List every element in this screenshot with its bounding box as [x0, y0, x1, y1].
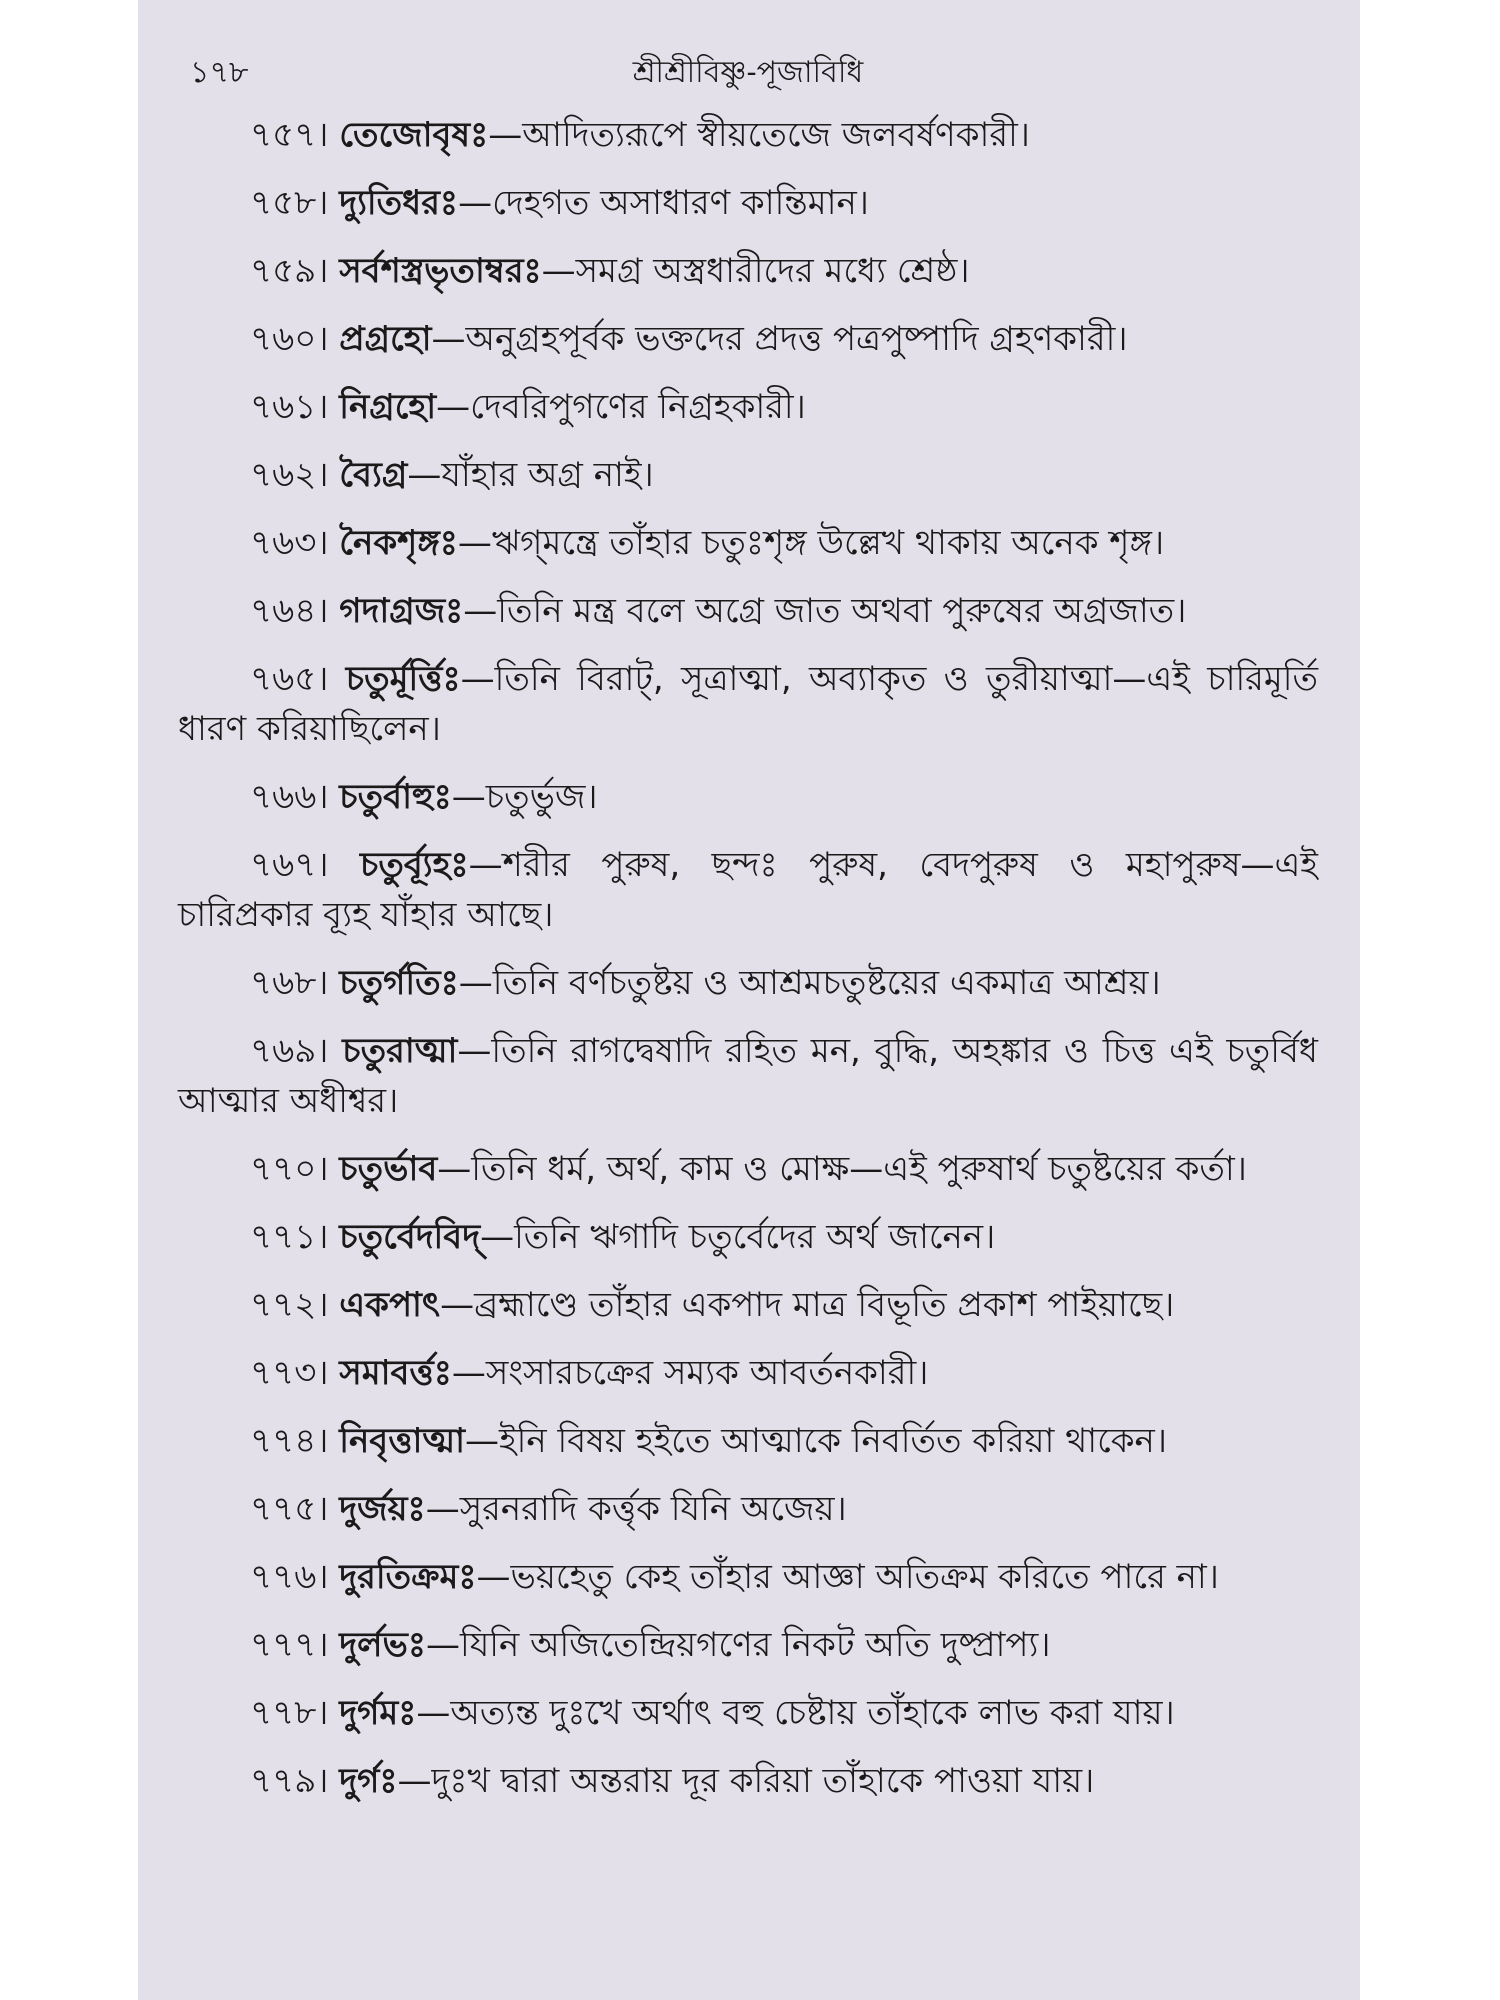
- entry-meaning: ভয়হেতু কেহ তাঁহার আজ্ঞা অতিক্রম করিতে পারে না।: [510, 1557, 1219, 1597]
- entry-meaning: চতুর্ভুজ।: [485, 777, 598, 817]
- entry-dash: —: [440, 1285, 475, 1325]
- entry-term: নিগ্রহো: [339, 387, 437, 427]
- entry-dash: —: [458, 963, 493, 1003]
- entry-dash: —: [457, 1031, 492, 1071]
- entry-dash: —: [397, 1761, 432, 1801]
- entry-term: দুর্লভঃ: [339, 1625, 426, 1665]
- running-title: শ্রীশ্রীবিষ্ণু-পূজাবিধি: [632, 55, 864, 90]
- entry-meaning: আদিত্যরূপে স্বীয়তেজে জলবর্ষণকারী।: [522, 115, 1030, 155]
- entry-item: [178, 450, 1318, 500]
- entry-dash: —: [463, 591, 498, 631]
- entry-number: ৭৬৬।: [250, 777, 329, 817]
- entry-number: ৭৬৩।: [250, 523, 329, 563]
- entry-term: দুর্গমঃ: [339, 1693, 417, 1733]
- entry-item: [178, 1416, 1318, 1466]
- entry-item: [178, 1026, 1318, 1126]
- entry-term: গদাগ্রজঃ: [339, 591, 464, 631]
- entry-dash: —: [451, 1353, 486, 1393]
- entry-list: [178, 110, 1318, 1806]
- entry-term: সর্বশস্ত্রভৃতাম্বরঃ: [339, 251, 542, 291]
- entry-number: ৭৭৯।: [250, 1761, 329, 1801]
- entry-meaning: দেবরিপুগণের নিগ্রহকারী।: [470, 387, 806, 427]
- entry-dash: —: [458, 183, 493, 223]
- entry-number: ৭৭১।: [250, 1217, 329, 1257]
- entry-item: [178, 1620, 1318, 1670]
- entry-term: চতুর্ব্যূহঃ: [360, 845, 469, 885]
- entry-dash: —: [407, 455, 442, 495]
- page-number: ১৭৮: [190, 55, 249, 90]
- entry-number: ৭৭৪।: [250, 1421, 329, 1461]
- entry-dash: —: [437, 1149, 472, 1189]
- entry-item: [178, 1484, 1318, 1534]
- entry-number: ৭৭০।: [250, 1149, 329, 1189]
- entry-number: ৭৬২।: [250, 455, 329, 495]
- entry-number: ৭৭৩।: [250, 1353, 329, 1393]
- entry-item: [178, 314, 1318, 364]
- entry-meaning: তিনি ধর্ম, অর্থ, কাম ও মোক্ষ—এই পুরুষার্থ চতুষ্টয়ের কর্তা।: [471, 1149, 1247, 1189]
- entry-dash: —: [431, 319, 466, 359]
- entry-dash: —: [476, 1557, 511, 1597]
- entry-term: দুর্গঃ: [339, 1761, 398, 1801]
- entry-item: [178, 586, 1318, 636]
- entry-number: ৭৭৬।: [250, 1557, 329, 1597]
- entry-dash: —: [425, 1625, 460, 1665]
- entry-dash: —: [451, 777, 486, 817]
- entry-item: [178, 1552, 1318, 1602]
- entry-meaning: শরীর পুরুষ, ছন্দঃ পুরুষ, বেদপুরুষ ও মহাপুরুষ—এই চারিপ্রকার ব্যূহ যাঁহার আছে।: [178, 845, 1318, 935]
- entry-meaning: যাঁহার অগ্র নাই।: [441, 455, 654, 495]
- entry-number: ৭৫৭।: [250, 115, 329, 155]
- entry-item: [178, 772, 1318, 822]
- entry-item: [178, 178, 1318, 228]
- book-page: [138, 0, 1360, 2000]
- entry-term: সমাবর্ত্তঃ: [339, 1353, 452, 1393]
- entry-meaning: দেহগত অসাধারণ কান্তিমান।: [492, 183, 869, 223]
- entry-item: [178, 382, 1318, 432]
- entry-item: [178, 1144, 1318, 1194]
- entry-term: চতুরাত্মা: [342, 1031, 458, 1071]
- entry-dash: —: [416, 1693, 451, 1733]
- entry-meaning: ব্রহ্মাণ্ডে তাঁহার একপাদ মাত্র বিভূতি প্রকাশ পাইয়াছে।: [474, 1285, 1175, 1325]
- entry-number: ৭৬৪।: [250, 591, 329, 631]
- entry-term: নৈকশৃঙ্গঃ: [339, 523, 458, 563]
- entry-term: চতুর্মূর্ত্তিঃ: [345, 659, 461, 699]
- entry-meaning: দুঃখ দ্বারা অন্তরায় দূর করিয়া তাঁহাকে পাওয়া যায়।: [431, 1761, 1095, 1801]
- entry-number: ৭৭৮।: [250, 1693, 329, 1733]
- entry-item: [178, 1212, 1318, 1262]
- entry-number: ৭৭৫।: [250, 1489, 329, 1529]
- entry-meaning: তিনি বিরাট্‌, সূত্রাত্মা, অব্যাকৃত ও তুরীয়াত্মা—এই চারিমূর্তি ধারণ করিয়াছিলেন।: [178, 659, 1318, 749]
- entry-term: নিবৃত্তাত্মা: [339, 1421, 465, 1461]
- entry-meaning: যিনি অজিতেন্দ্রিয়গণের নিকট অতি দুষ্প্রাপ্য।: [459, 1625, 1051, 1665]
- entry-dash: —: [480, 1217, 515, 1257]
- entry-item: [178, 1688, 1318, 1738]
- entry-item: [178, 1756, 1318, 1806]
- entry-dash: —: [468, 845, 503, 885]
- entry-term: দুরতিক্রমঃ: [339, 1557, 477, 1597]
- entry-term: প্রগ্রহো: [339, 319, 432, 359]
- entry-term: তেজোবৃষঃ: [339, 115, 489, 155]
- entry-item: [178, 110, 1318, 160]
- entry-dash: —: [457, 523, 492, 563]
- entry-dash: —: [425, 1489, 460, 1529]
- entry-term: দুর্জয়ঃ: [339, 1489, 426, 1529]
- entry-dash: —: [541, 251, 576, 291]
- entry-meaning: তিনি রাগদ্বেষাদি রহিত মন, বুদ্ধি, অহঙ্কার ও চিত্ত এই চতুর্বিধ আত্মার অধীশ্বর।: [178, 1031, 1318, 1121]
- entry-number: ৭৫৮।: [250, 183, 329, 223]
- entry-item: [178, 1348, 1318, 1398]
- entry-number: ৭৬৫।: [250, 659, 329, 699]
- entry-term: ব্যৈগ্র: [339, 455, 408, 495]
- entry-meaning: অনুগ্রহপূর্বক ভক্তদের প্রদত্ত পত্রপুষ্পাদি গ্রহণকারী।: [465, 319, 1128, 359]
- entry-number: ৭৬৯।: [250, 1031, 329, 1071]
- entry-number: ৭৭৭।: [250, 1625, 329, 1665]
- entry-number: ৭৬৮।: [250, 963, 329, 1003]
- entry-number: ৭৭২।: [250, 1285, 329, 1325]
- entry-meaning: ইনি বিষয় হইতে আত্মাকে নিবর্তিত করিয়া থাকেন।: [499, 1421, 1168, 1461]
- entry-term: দ্যুতিধরঃ: [339, 183, 459, 223]
- entry-dash: —: [460, 659, 495, 699]
- entry-term: চতুর্বেদবিদ্‌: [339, 1217, 481, 1257]
- entry-number: ৭৬০।: [250, 319, 329, 359]
- entry-term: চতুর্গতিঃ: [339, 963, 459, 1003]
- entry-item: [178, 246, 1318, 296]
- entry-meaning: তিনি মন্ত্র বলে অগ্রে জাত অথবা পুরুষের অগ্রজাত।: [497, 591, 1187, 631]
- entry-item: [178, 654, 1318, 754]
- entry-number: ৭৬১।: [250, 387, 329, 427]
- entry-item: [178, 518, 1318, 568]
- entry-item: [178, 958, 1318, 1008]
- entry-item: [178, 840, 1318, 940]
- entry-term: একপাৎ: [339, 1285, 441, 1325]
- entry-term: চতুর্ভাব: [339, 1149, 438, 1189]
- entry-meaning: তিনি বর্ণচতুষ্টয় ও আশ্রমচতুষ্টয়ের একমাত্র আশ্রয়।: [492, 963, 1161, 1003]
- entry-meaning: সংসারচক্রের সম্যক আবর্তনকারী।: [485, 1353, 929, 1393]
- entry-meaning: ঋগ্‌মন্ত্রে তাঁহার চতুঃশৃঙ্গ উল্লেখ থাকায় অনেক শৃঙ্গ।: [491, 523, 1165, 563]
- entry-dash: —: [488, 115, 523, 155]
- entry-item: [178, 1280, 1318, 1330]
- entry-meaning: তিনি ঋগাদি চতুর্বেদের অর্থ জানেন।: [514, 1217, 996, 1257]
- entry-dash: —: [436, 387, 471, 427]
- entry-meaning: অত্যন্ত দুঃখে অর্থাৎ বহু চেষ্টায় তাঁহাকে লাভ করা যায়।: [450, 1693, 1175, 1733]
- entry-number: ৭৬৭।: [250, 845, 329, 885]
- page-header: [178, 44, 1318, 100]
- entry-term: চতুর্বাহুঃ: [339, 777, 452, 817]
- entry-number: ৭৫৯।: [250, 251, 329, 291]
- entry-dash: —: [465, 1421, 499, 1461]
- entry-meaning: সমগ্র অস্ত্রধারীদের মধ্যে শ্রেষ্ঠ।: [575, 251, 970, 291]
- entry-meaning: সুরনরাদি কর্ত্তৃক যিনি অজেয়।: [459, 1489, 847, 1529]
